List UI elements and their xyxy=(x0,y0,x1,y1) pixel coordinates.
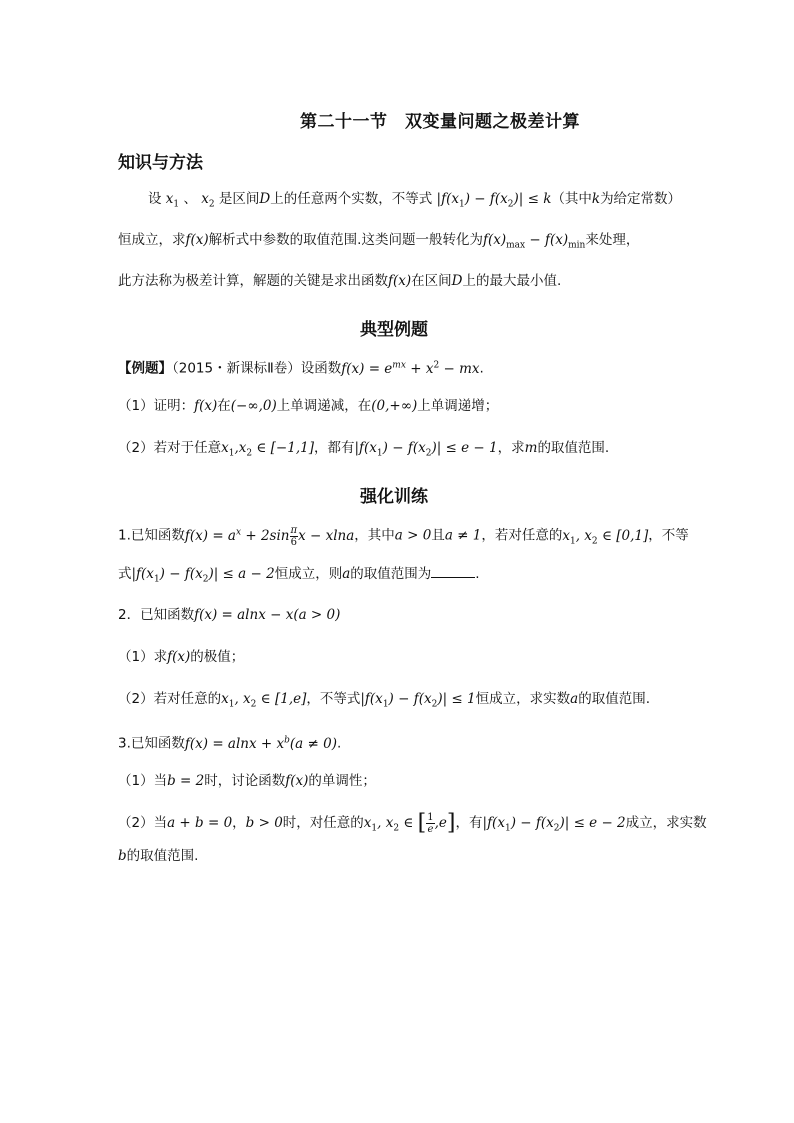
exercise-3-statement: 3.已知函数$f(x) = alnx + x^b(a \ne 0)$. xyxy=(118,735,342,752)
exercise-1-line-2: 式$|f(x_1) - f(x_2)| \le a - 2$恒成立，则a的取值范围为 . xyxy=(118,566,480,585)
exercise-1-line-1: 1.已知函数$f(x) = a^x + 2\sin$ $\frac{\pi}{6}$ x − xlna，其中a > 0且a ≠ 1，若对任意的$x_1$, $x_2$ ∈ [0,1]，不等 xyxy=(118,524,689,548)
example-part-1: （1）证明：f(x)在(−∞,0)上单调递减，在(0,+∞)上单调递增； xyxy=(118,398,499,414)
section-heading-knowledge: 知识与方法 xyxy=(118,153,203,173)
page-title: 第二十一节 双变量问题之极差计算 xyxy=(300,112,580,132)
example-statement: 【例题】（2015・新课标Ⅱ卷）设函数$f(x) = e^{mx} + x^2$ − mx. xyxy=(118,360,484,377)
exercise-3-part-2-line-1: （2）当a + b = 0，b > 0时，对任意的$x_1$, $x_2$ ∈ [ $\frac{1}{e}$ ,e]，有$|f(x_1) - f(x_2)| \le e - 2$成立，求实数 xyxy=(118,810,707,836)
example-part-2: （2）若对于任意$x_1,x_2$ ∈ [−1,1]，都有$|f(x_1) - f(x_2)| \le e - 1$，求m的取值范围. xyxy=(118,440,610,459)
exercise-2-part-1: （1）求f(x)的极值； xyxy=(118,649,245,665)
knowledge-line-1: 设 $x_1$ 、 $x_2$ 是区间D上的任意两个实数，不等式 $|f(x_1) - f(x_2)| \le k$（其中k为给定常数） xyxy=(148,191,682,210)
answer-blank xyxy=(431,565,475,578)
knowledge-line-3: 此方法称为极差计算，解题的关键是求出函数f(x)在区间D上的最大最小值. xyxy=(118,273,562,289)
exercise-2-statement: 2．已知函数f(x) = alnx − x(a > 0) xyxy=(118,607,341,623)
section-heading-exercises: 强化训练 xyxy=(360,487,428,507)
exercise-2-part-2: （2）若对任意的$x_1$, $x_2$ ∈ [1,e]，不等式$|f(x_1) - f(x_2)| \le 1$恒成立，求实数a的取值范围. xyxy=(118,691,650,710)
exercise-3-part-1: （1）当b = 2时，讨论函数f(x)的单调性； xyxy=(118,773,376,789)
exercise-3-part-2-line-2: b的取值范围. xyxy=(118,848,199,864)
section-heading-examples: 典型例题 xyxy=(360,320,428,340)
knowledge-line-2: 恒成立，求f(x)解析式中参数的取值范围.这类问题一般转化为$f(x)_{max} - f(x)_{min}$来处理， xyxy=(118,232,640,251)
